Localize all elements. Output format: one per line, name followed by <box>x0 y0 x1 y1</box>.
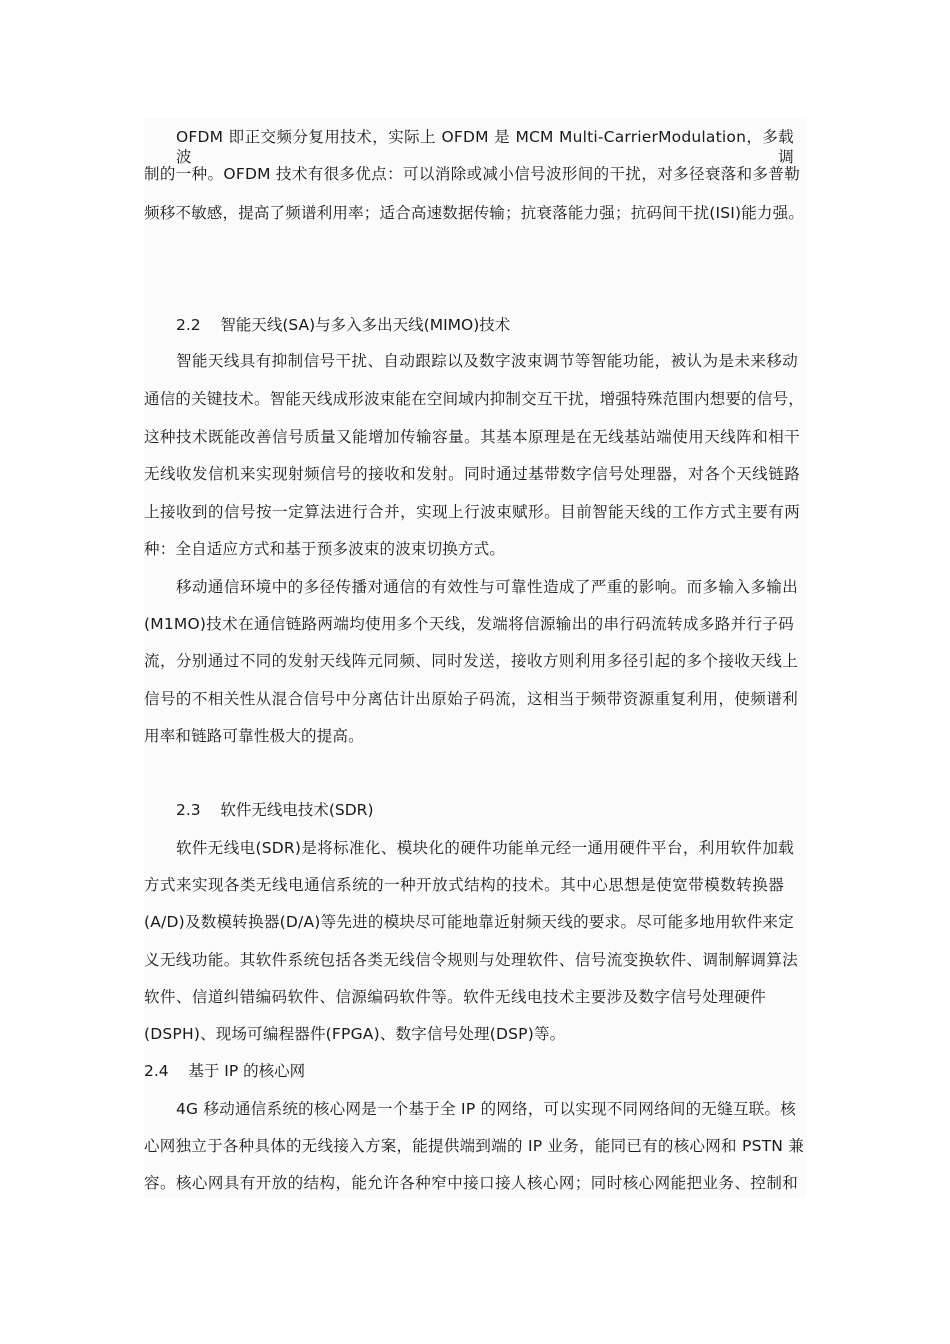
text-line: 上接收到的信号按一定算法进行合并，实现上行波束赋形。目前智能天线的工作方式主要有两 <box>144 503 800 521</box>
text-line: 通信的关键技术。智能天线成形波束能在空间域内抑制交互干扰，增强特殊范围内想要的信号， <box>144 390 804 408</box>
text-line: 4G 移动通信系统的核心网是一个基于全 IP 的网络，可以实现不同网络间的无缝互联。核 <box>176 1100 796 1118</box>
section-heading-2-3: 2.3 软件无线电技术(SDR) <box>176 801 374 819</box>
text-line: 软件、信道纠错编码软件、信源编码软件等。软件无线电技术主要涉及数字信号处理硬件 <box>144 988 766 1006</box>
text-line: (A/D)及数模转换器(D/A)等先进的模块尽可能地靠近射频天线的要求。尽可能多地用软件来定 <box>144 913 794 931</box>
text-line: 方式来实现各类无线电通信系统的一种开放式结构的技术。其中心思想是使宽带模数转换器 <box>144 876 784 894</box>
text-line: 无线收发信机来实现射频信号的接收和发射。同时通过基带数字信号处理器，对各个天线链路 <box>144 465 800 483</box>
text-line: 软件无线电(SDR)是将标准化、模块化的硬件功能单元经一通用硬件平台，利用软件加载 <box>176 839 794 857</box>
section-heading-2-2: 2.2 智能天线(SA)与多入多出天线(MIMO)技术 <box>176 316 511 334</box>
section-heading-2-4: 2.4 基于 IP 的核心网 <box>144 1062 306 1080</box>
text-line: (DSPH)、现场可编程器件(FPGA)、数字信号处理(DSP)等。 <box>144 1025 566 1043</box>
text-line: 这种技术既能改善信号质量又能增加传输容量。其基本原理是在无线基站端使用天线阵和相干 <box>144 428 800 446</box>
text-line: 流，分别通过不同的发射天线阵元同频、同时发送，接收方则利用多径引起的多个接收天线上 <box>144 652 798 670</box>
text-line: 频移不敏感，提高了频谱利用率；适合高速数据传输；抗衰落能力强；抗码间干扰(ISI)能力强。 <box>144 204 805 222</box>
text-line: 用率和链路可靠性极大的提高。 <box>144 727 364 745</box>
text-line: 义无线功能。其软件系统包括各类无线信令规则与处理软件、信号流变换软件、调制解调算法 <box>144 951 798 969</box>
text-line: 种：全自适应方式和基于预多波束的波束切换方式。 <box>144 540 506 558</box>
text-line: OFDM 即正交频分复用技术，实际上 OFDM 是 MCM Multi-CarrierModulation，多载波调 <box>176 128 794 166</box>
text-line: (M1MO)技术在通信链路两端均使用多个天线，发端将信源输出的串行码流转成多路并行子码 <box>144 615 794 633</box>
text-line: 心网独立于各种具体的无线接入方案，能提供端到端的 IP 业务，能同已有的核心网和 PSTN 兼 <box>144 1137 804 1155</box>
text-line: 移动通信环境中的多径传播对通信的有效性与可靠性造成了严重的影响。而多输入多输出 <box>176 578 798 596</box>
text-line: 信号的不相关性从混合信号中分离估计出原始子码流，这相当于频带资源重复利用，使频谱利 <box>144 690 798 708</box>
text-line: 容。核心网具有开放的结构，能允许各种窄中接口接人核心网；同时核心网能把业务、控制和 <box>144 1174 798 1192</box>
text-line: 智能天线具有抑制信号干扰、自动跟踪以及数字波束调节等智能功能，被认为是未来移动 <box>176 352 798 370</box>
text-line: 制的一种。OFDM 技术有很多优点：可以消除或减小信号波形间的干扰，对多径衰落和多普勒 <box>144 165 800 183</box>
